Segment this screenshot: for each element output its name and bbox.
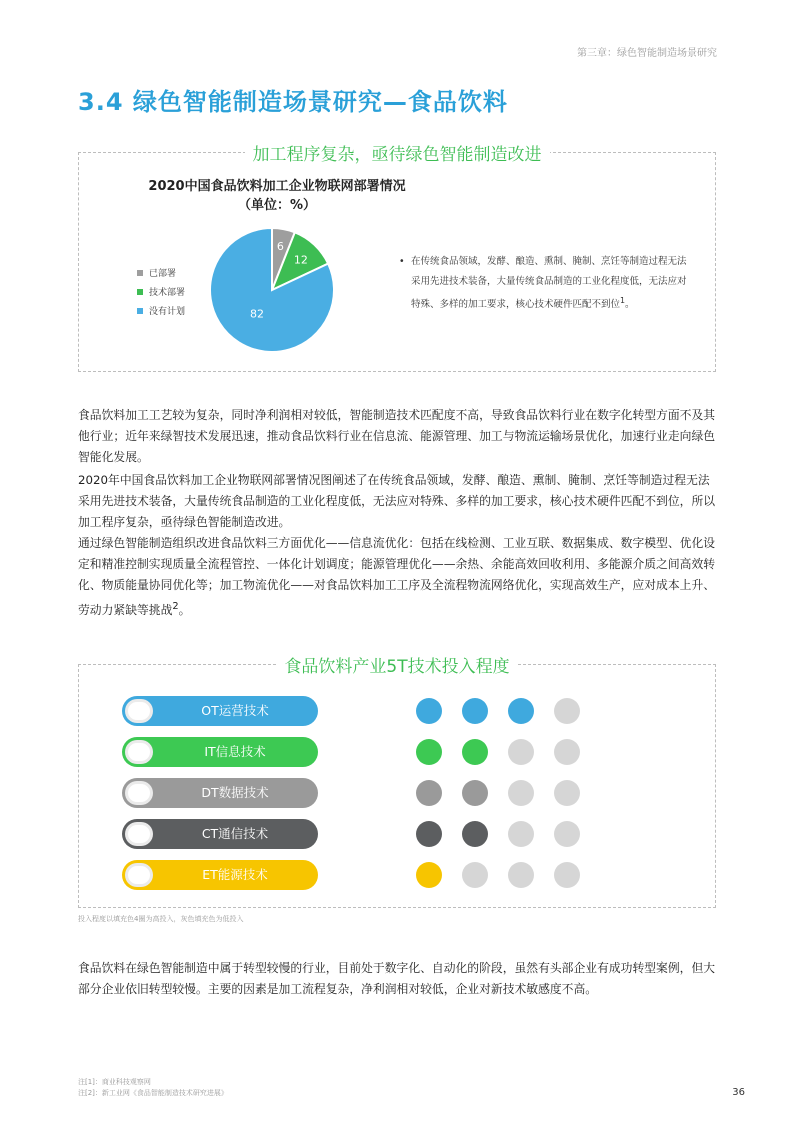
- footnotes: [78, 1077, 228, 1099]
- panel-note: 投入程度以填充色4圈为高投入，灰色填充色为低投入: [78, 915, 244, 923]
- tech-label: ET能源技术: [202, 867, 268, 882]
- legend-item: [137, 263, 185, 282]
- legend-label: 技术部署: [149, 288, 186, 298]
- legend-label: 已部署: [149, 269, 177, 279]
- body-paragraph: 食品饮料加工工艺较为复杂，同时净利润相对较低，智能制造技术匹配度不高，导致食品饮料行业在数字化转型方面不及其他行业；近年来绿智技术发展迅速，推动食品饮料行业在信息流、能源管理、加工与物流运输场景优化，加速行业走向绿色智能化发展。: [78, 408, 716, 464]
- investment-dot-empty: [554, 698, 580, 724]
- body-paragraph: 通过绿色智能制造组织改进食品饮料三方面优化——信息流优化：包括在线检测、工业互联、数据集成、数字模型、优化设定和精准控制实现质量全流程管控、一体化计划调度；能源管理优化——余热、余能高效回收利用、多能源介质之间高效转化、物质能量协同优化等；加工物流优化——对食品饮料加工工序及全流程物流网络优化，实现高效生产，应对成本上升、劳动力紧缺等挑战$^2$。: [78, 536, 716, 617]
- tech-pill: [122, 737, 318, 767]
- tech-label: OT运营技术: [201, 703, 269, 718]
- body-paragraph: 2020年中国食品饮料加工企业物联网部署情况图阐述了在传统食品领域，发酵、酿造、熏制、腌制、烹饪等制造过程无法采用先进技术装备，大量传统食品制造的工业化程度低，无法应对特殊、多样的加工要求，核心技术硬件匹配不到位，所以加工程序复杂，亟待绿色智能制造改进。: [78, 473, 716, 529]
- investment-dot-empty: [554, 739, 580, 765]
- tech-label: IT信息技术: [204, 744, 266, 759]
- toggle-knob-icon: [125, 822, 153, 846]
- investment-dot-filled: [416, 698, 442, 724]
- tech-pill: [122, 860, 318, 890]
- investment-dot-empty: [554, 862, 580, 888]
- chart-note: • 在传统食品领域，发酵、酿造、熏制、腌制、烹饪等制造过程无法采用先进技术装备，大量传统食品制造的工业化程度低，无法应对特殊、多样的加工要求，核心技术硬件匹配不到位$^1$。: [399, 252, 689, 315]
- legend-item: [137, 282, 185, 301]
- tech-label: DT数据技术: [201, 785, 269, 800]
- investment-dot-empty: [508, 862, 534, 888]
- chart-note-text: 在传统食品领域，发酵、酿造、熏制、腌制、烹饪等制造过程无法采用先进技术装备，大量传统食品制造的工业化程度低，无法应对特殊、多样的加工要求，核心技术硬件匹配不到位: [411, 256, 687, 311]
- footnote: 注[2]：新工业网《食品智能制造技术研究进展》: [78, 1089, 228, 1097]
- investment-dot-filled: [416, 862, 442, 888]
- footnote-ref: 1: [620, 296, 626, 305]
- tech-row: [122, 696, 602, 726]
- investment-dot-empty: [508, 780, 534, 806]
- tech-pill: [122, 778, 318, 808]
- footnote: 注[1]：商业科技观察网: [78, 1078, 151, 1086]
- toggle-knob-icon: [125, 781, 153, 805]
- pie-chart-panel: [78, 145, 716, 372]
- toggle-knob-icon: [125, 699, 153, 723]
- investment-dot-empty: [508, 739, 534, 765]
- investment-dot-filled: [462, 739, 488, 765]
- bullet-icon: •: [399, 256, 405, 267]
- pie-data-label: 12: [293, 253, 308, 267]
- tech-row: [122, 819, 602, 849]
- toggle-knob-icon: [125, 740, 153, 764]
- legend-item: [137, 301, 185, 320]
- investment-dot-empty: [508, 821, 534, 847]
- tech-row: [122, 778, 602, 808]
- investment-dot-empty: [462, 862, 488, 888]
- page-number: 36: [732, 1087, 745, 1098]
- investment-dot-filled: [416, 739, 442, 765]
- pie-chart: [207, 225, 337, 355]
- pie-data-label: 82: [250, 307, 265, 321]
- investment-dot-empty: [554, 821, 580, 847]
- chart-title: [79, 177, 475, 215]
- investment-dot-filled: [462, 821, 488, 847]
- tech-investment-panel: [78, 657, 716, 908]
- investment-dot-empty: [554, 780, 580, 806]
- tech-row: [122, 860, 602, 890]
- investment-dot-filled: [508, 698, 534, 724]
- chart-legend: [137, 263, 185, 320]
- legend-swatch: [137, 308, 143, 314]
- closing-paragraph: 食品饮料在绿色智能制造中属于转型较慢的行业，目前处于数字化、自动化的阶段，虽然有头部企业有成功转型案例，但大部分企业依旧转型较慢。主要的因素是加工流程复杂，净利润相对较低，企业对新技术敏感度不高。: [78, 961, 716, 996]
- panel-title: 加工程序复杂，亟待绿色智能制造改进: [245, 140, 550, 165]
- tech-pill: [122, 819, 318, 849]
- tech-pill: [122, 696, 318, 726]
- chapter-header: 第三章：绿色智能制造场景研究: [577, 48, 717, 59]
- tech-label: CT通信技术: [201, 826, 269, 841]
- legend-label: 没有计划: [149, 307, 186, 317]
- investment-dot-filled: [416, 780, 442, 806]
- legend-swatch: [137, 270, 143, 276]
- chart-title-main: 2020中国食品饮料加工企业物联网部署情况: [148, 179, 406, 194]
- panel-title: 食品饮料产业5T技术投入程度: [276, 652, 517, 677]
- paragraph-text: 通过绿色智能制造组织改进食品饮料三方面优化——信息流优化：包括在线检测、工业互联、数据集成、数字模型、优化设定和精准控制实现质量全流程管控、一体化计划调度；能源管理优化——余热、余能高效回收利用、多能源介质之间高效转化、物质能量协同优化等；加工物流优化——对食品饮料加工工序及全流程物流网络优化，实现高效生产，应对成本上升、劳动力紧缺等挑战: [78, 536, 716, 617]
- chart-subtitle: （单位：%）: [237, 198, 317, 213]
- legend-swatch: [137, 289, 143, 295]
- page-title: 3.4 绿色智能制造场景研究—食品饮料: [78, 88, 508, 116]
- toggle-knob-icon: [125, 863, 153, 887]
- investment-dot-filled: [416, 821, 442, 847]
- investment-dot-filled: [462, 698, 488, 724]
- investment-dot-filled: [462, 780, 488, 806]
- tech-row: [122, 737, 602, 767]
- pie-data-label: 6: [276, 240, 284, 254]
- footnote-ref: 2: [172, 601, 179, 612]
